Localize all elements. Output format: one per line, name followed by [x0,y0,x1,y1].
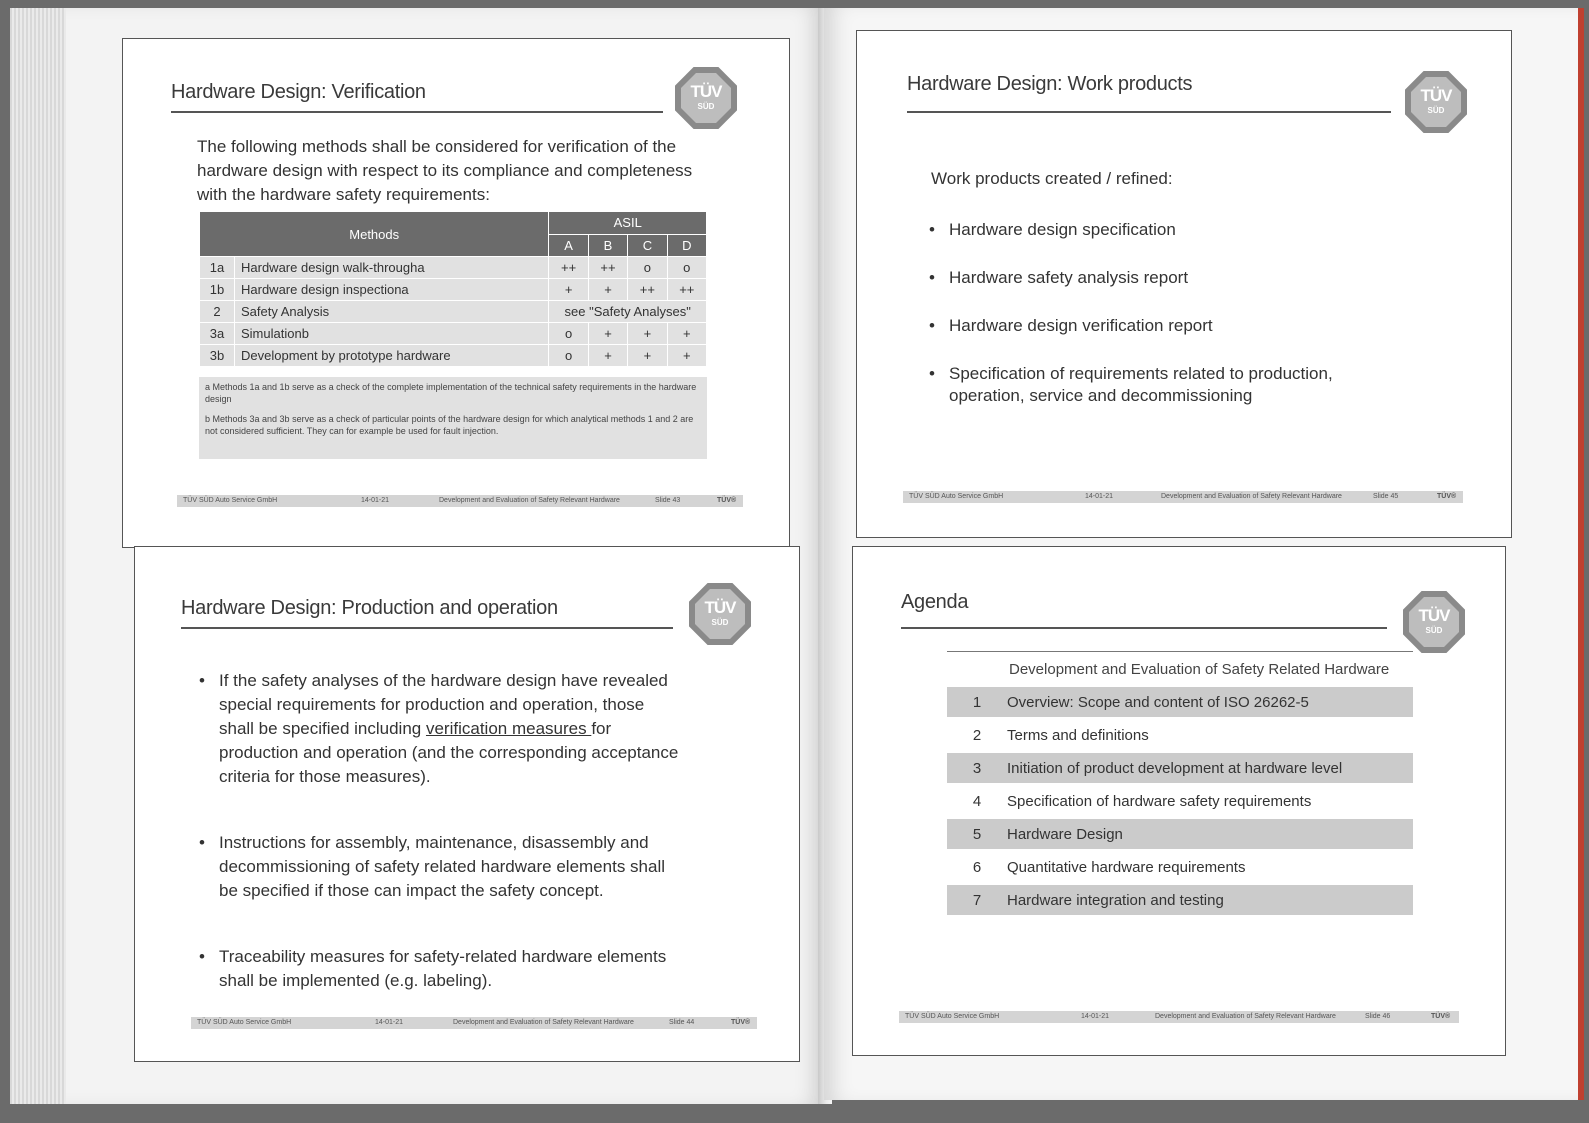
bullet-list [199,669,679,993]
footnote-b: b Methods 3a and 3b serve as a check of particular points of the hardware design for which analytical methods 1 and 2 are not considered sufficient. They can for example be used for fault injection. [205,414,694,436]
asil-level-c: C [628,234,667,257]
agenda-item-number: 2 [972,726,982,744]
cell-b: + [588,323,627,345]
slide-45 [856,30,1512,538]
agenda-item-label: Hardware integration and testing [1007,891,1224,909]
footer-company: TÜV SÜD Auto Service GmbH [183,497,278,504]
row-id: 3a [200,323,235,345]
row-method: Simulationb [235,323,549,345]
row-method: Hardware design walk-througha [235,257,549,279]
verification-measures-link: verification measures [425,719,592,738]
slide-footer [191,1017,757,1029]
footer-date: 14-01-21 [361,497,390,504]
title-rule [171,111,663,113]
title-rule [901,627,1387,629]
slide-footer [177,495,743,507]
slide-footer [899,1011,1459,1023]
footer-date: 14-01-21 [1085,493,1114,500]
agenda-item-label: Initiation of product development at hardware level [1007,759,1343,777]
slide-46 [852,546,1506,1056]
footer-slide-number: Slide 43 [655,497,681,504]
cell-a: ++ [549,257,588,279]
footer-company: TÜV SÜD Auto Service GmbH [909,493,1004,500]
cell-d: + [667,345,706,367]
footer-brand: TÜV® [717,497,737,504]
footer-company: TÜV SÜD Auto Service GmbH [905,1013,1000,1020]
row-id: 1b [200,279,235,301]
title-rule [181,627,673,629]
footer-date: 14-01-21 [375,1019,404,1026]
table-footnotes [199,377,707,459]
tuv-logo-icon: TÜV SÜD [1403,591,1465,653]
footer-date: 14-01-21 [1081,1013,1110,1020]
footer-course: Development and Evaluation of Safety Relevant Hardware [1155,1013,1336,1020]
footer-slide-number: Slide 45 [1373,493,1399,500]
agenda-item [947,720,1413,750]
work-products-intro: Work products created / refined: [931,169,1173,188]
agenda-item-number: 5 [972,825,982,843]
list-item: • Hardware design specification [929,220,1176,239]
footer-slide-number: Slide 46 [1365,1013,1391,1020]
page-edges [10,8,66,1104]
cell-c: + [628,323,667,345]
cell-d: o [667,257,706,279]
agenda-item-label: Overview: Scope and content of ISO 26262-5 [1007,693,1309,711]
asil-level-d: D [667,234,706,257]
list-item: • If the safety analyses of the hardware design have revealed special requirements for production and operation, those shall be specified including verification measures for production and operation (and the corresponding acceptance criteria for those measures). [199,671,679,786]
slide-title: Agenda [901,591,969,613]
footer-course: Development and Evaluation of Safety Relevant Hardware [439,497,620,504]
tuv-logo-icon: TÜV SÜD [689,583,751,645]
methods-header: Methods [200,212,549,257]
list-item: • Hardware design verification report [929,316,1213,335]
row-id: 2 [200,301,235,323]
table-row [200,323,707,345]
slide-43 [122,38,790,548]
slide-title: Hardware Design: Production and operation [181,597,558,619]
title-rule [907,111,1391,113]
intro-text: The following methods shall be considered for verification of the hardware design with respect to its compliance and completeness with the hardware safety requirements: [197,137,693,204]
cell-span: see "Safety Analyses" [549,301,707,323]
row-method: Safety Analysis [235,301,549,323]
agenda-item-label: Specification of hardware safety requirements [1007,792,1312,810]
asil-methods-table [199,211,707,367]
cell-b: ++ [588,257,627,279]
agenda-item-label: Terms and definitions [1007,726,1149,744]
row-id: 3b [200,345,235,367]
tuv-logo-icon: TÜV SÜD [1405,71,1467,133]
tuv-logo-icon: TÜV SÜD [675,67,737,129]
agenda-item [947,786,1413,816]
agenda-item-number: 6 [972,858,982,876]
right-edge-strip [1578,8,1584,1100]
footer-brand: TÜV® [1437,493,1457,500]
slide-44 [134,546,800,1062]
agenda-item-number: 7 [972,891,982,909]
agenda-item [947,885,1413,915]
bullet-list [929,219,1369,407]
agenda-item [947,687,1413,717]
cell-d: + [667,323,706,345]
row-method: Development by prototype hardware [235,345,549,367]
footer-slide-number: Slide 44 [669,1019,695,1026]
slide-title: Hardware Design: Verification [171,81,426,103]
cell-c: o [628,257,667,279]
agenda-item [947,852,1413,882]
table-row [200,345,707,367]
footer-course: Development and Evaluation of Safety Relevant Hardware [453,1019,634,1026]
table-row [200,257,707,279]
agenda-item-label: Hardware Design [1007,825,1123,843]
agenda-item-number: 4 [972,792,982,810]
cell-c: + [628,345,667,367]
row-method: Hardware design inspectiona [235,279,549,301]
list-item: • Specification of requirements related to production, operation, service and decommissioning [929,364,1333,405]
asil-level-a: A [549,234,588,257]
footnote-a: a Methods 1a and 1b serve as a check of the complete implementation of the technical safety requirements in the hardware design [205,382,697,404]
row-id: 1a [200,257,235,279]
slide-footer [903,491,1463,503]
list-item: • Hardware safety analysis report [929,268,1189,287]
cell-a: + [549,279,588,301]
cell-b: + [588,345,627,367]
list-item: • Traceability measures for safety-related hardware elements shall be implemented (e.g. labeling). [199,947,667,990]
agenda-item-number: 1 [972,693,982,711]
agenda-top-rule [947,651,1413,652]
agenda-header: Development and Evaluation of Safety Related Hardware [1009,661,1390,678]
footer-brand: TÜV® [1431,1013,1451,1020]
asil-header: ASIL [549,212,707,235]
slide-title: Hardware Design: Work products [907,73,1193,95]
agenda-item [947,753,1413,783]
footer-course: Development and Evaluation of Safety Relevant Hardware [1161,493,1342,500]
cell-b: + [588,279,627,301]
footer-company: TÜV SÜD Auto Service GmbH [197,1019,292,1026]
asil-level-b: B [588,234,627,257]
agenda-item-label: Quantitative hardware requirements [1007,858,1246,876]
agenda-item [947,819,1413,849]
footer-brand: TÜV® [731,1019,751,1026]
table-row [200,301,707,323]
table-row [200,279,707,301]
cell-d: ++ [667,279,706,301]
list-item: • Instructions for assembly, maintenance, disassembly and decommissioning of safety related hardware elements shall be specified if those can impact the safety concept. [199,833,666,900]
cell-a: o [549,323,588,345]
cell-a: o [549,345,588,367]
agenda-item-number: 3 [972,759,982,777]
cell-c: ++ [628,279,667,301]
